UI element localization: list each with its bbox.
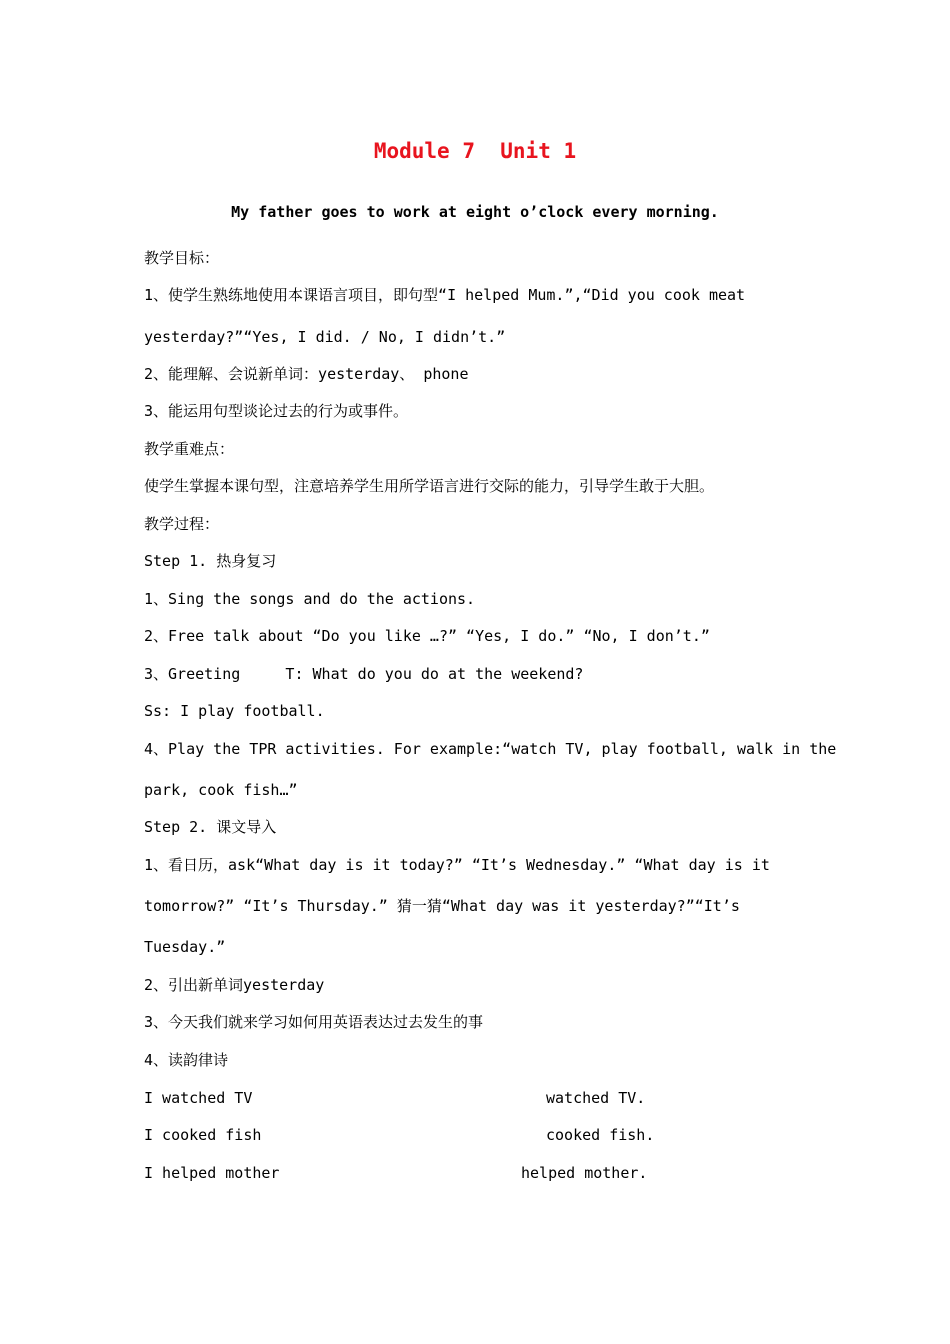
step-1-item-3-reply: Ss: I play football. bbox=[144, 702, 325, 720]
step-2-item-1-line-3: Tuesday.” bbox=[144, 938, 226, 956]
step-2-item-3: 3、今天我们就来学习如何用英语表达过去发生的事 bbox=[144, 1013, 484, 1031]
objectives-heading: 教学目标： bbox=[144, 249, 220, 267]
step-2-item-1-line-1: 1、看日历，ask“What day is it today?” “It’s Wednesday.” “What day is it bbox=[144, 856, 770, 874]
step-1-item-1: 1、Sing the songs and do the actions. bbox=[144, 590, 476, 608]
poem-line-1-left: I watched TV bbox=[144, 1089, 253, 1107]
step-2-item-1-line-2: tomorrow?” “It’s Thursday.” 猜一猜“What day was it yesterday?”“It’s bbox=[144, 897, 740, 915]
poem-line-1-right: watched TV. bbox=[546, 1089, 646, 1107]
document-title: Module 7 Unit 1 bbox=[373, 139, 577, 163]
poem-line-2-left: I cooked fish bbox=[144, 1126, 262, 1144]
document-subtitle: My father goes to work at eight o’clock every morning. bbox=[231, 203, 719, 221]
difficulty-heading: 教学重难点： bbox=[144, 440, 235, 458]
objective-3: 3、能运用句型谈论过去的行为或事件。 bbox=[144, 402, 409, 420]
objective-1-line-1: 1、使学生熟练地使用本课语言项目，即句型“I helped Mum.”,“Did you cook meat bbox=[144, 286, 746, 304]
difficulty-text: 使学生掌握本课句型，注意培养学生用所学语言进行交际的能力，引导学生敢于大胆。 bbox=[144, 477, 715, 495]
step-1-item-4-line-2: park, cook fish…” bbox=[144, 781, 298, 799]
step-2-item-4: 4、读韵律诗 bbox=[144, 1051, 229, 1069]
step-2-item-2: 2、引出新单词yesterday bbox=[144, 976, 325, 994]
step-1-item-3: 3、Greeting T: What do you do at the weekend? bbox=[144, 665, 584, 683]
step-2-heading: Step 2. 课文导入 bbox=[144, 818, 277, 836]
step-1-item-4-line-1: 4、Play the TPR activities. For example:“watch TV, play football, walk in the bbox=[144, 740, 837, 758]
step-1-item-2: 2、Free talk about “Do you like …?” “Yes, I do.” “No, I don’t.” bbox=[144, 627, 710, 645]
process-heading: 教学过程： bbox=[144, 515, 220, 533]
objective-1-line-2: yesterday?”“Yes, I did. / No, I didn’t.” bbox=[144, 328, 506, 346]
poem-line-2-right: cooked fish. bbox=[546, 1126, 655, 1144]
poem-line-3-left: I helped mother bbox=[144, 1164, 280, 1182]
objective-2: 2、能理解、会说新单词：yesterday、 phone bbox=[144, 365, 469, 383]
poem-line-3-right: helped mother. bbox=[521, 1164, 648, 1182]
step-1-heading: Step 1. 热身复习 bbox=[144, 552, 277, 570]
